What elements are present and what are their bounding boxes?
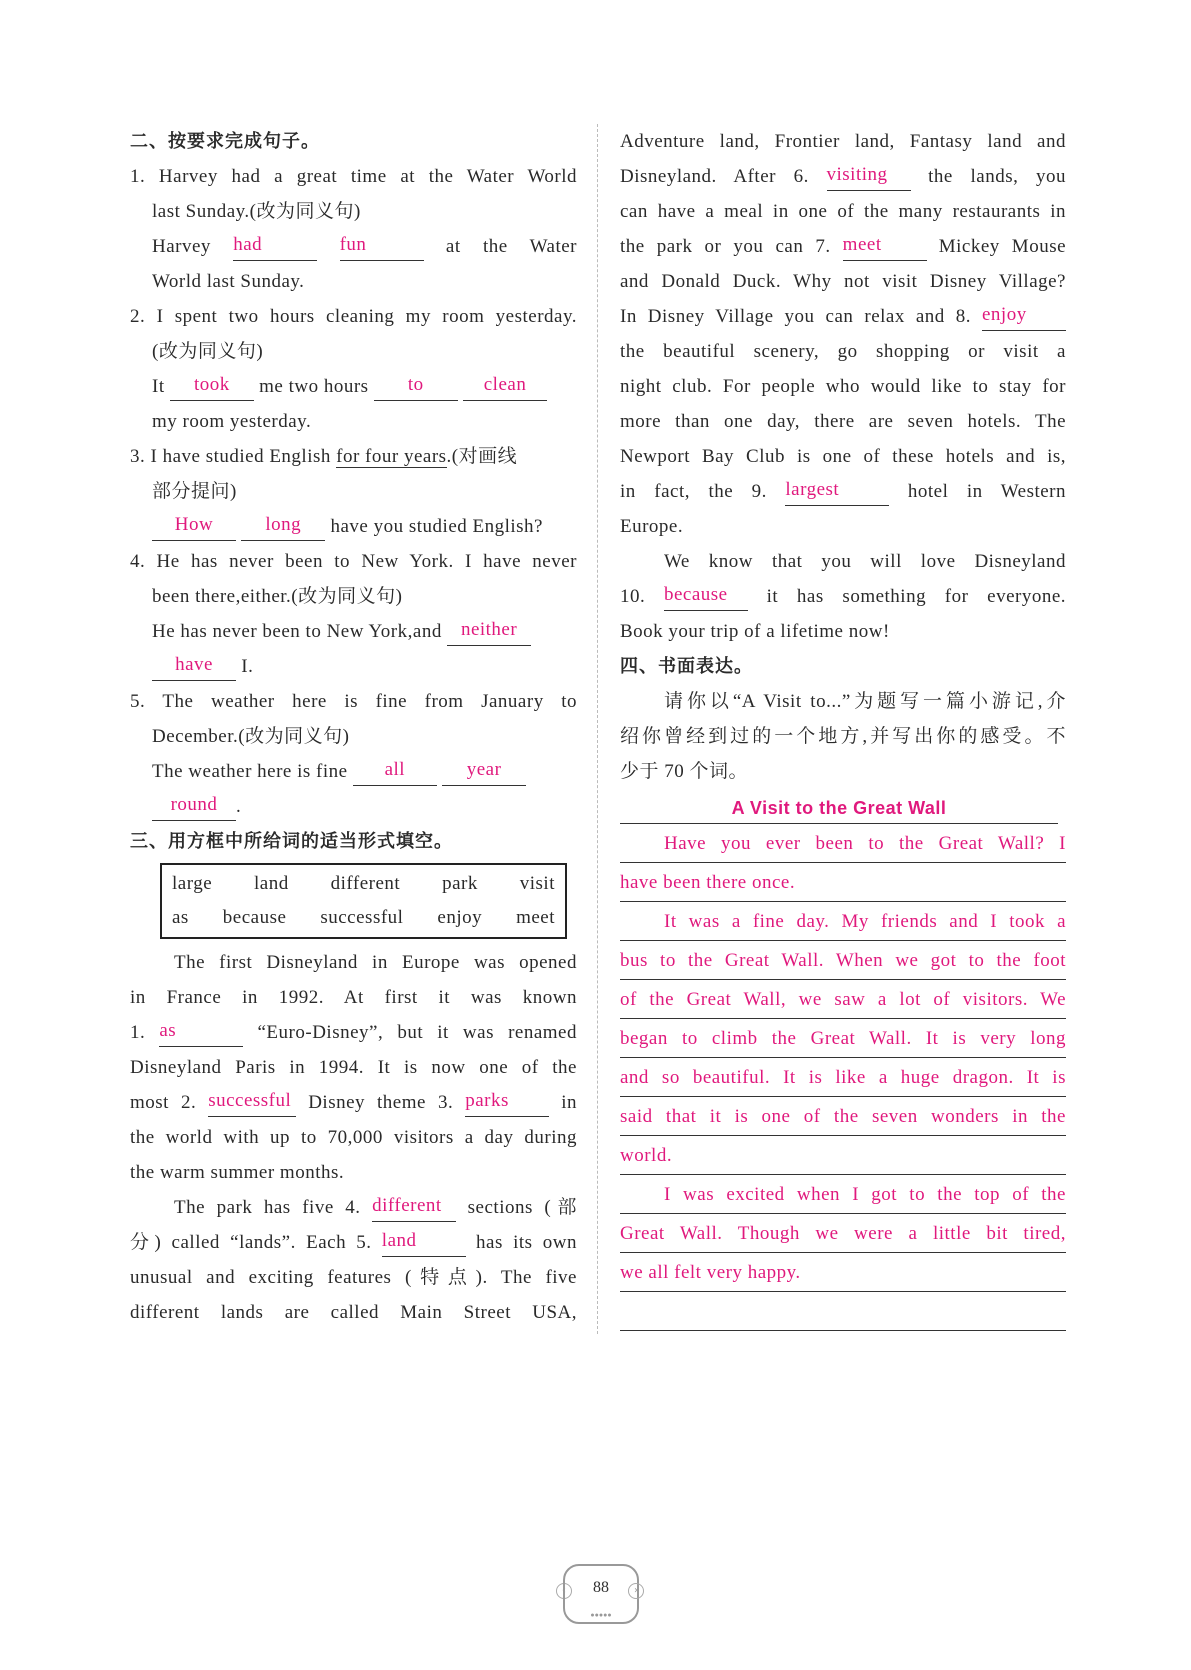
q4-pre: He has never been to New York,and [152,621,442,642]
q3-tail: have you studied English? [330,516,543,537]
r-line6-pre: In Disney Village you can relax and 8. [620,306,972,327]
r-line2 [620,159,1066,194]
writing-line: world. [620,1136,1066,1175]
q2-answer-2[interactable]: to [374,372,458,401]
r-line4 [620,229,1066,264]
p2-line2-post: has its own [476,1232,577,1253]
q2-answer-3[interactable]: clean [463,372,547,401]
q5-line2: December.(改为同义句) [152,726,350,747]
q1-pre: Harvey [152,236,211,257]
blank-6[interactable]: visiting [827,162,911,191]
p1-line3 [130,1015,577,1050]
q5-answer-3[interactable]: round [152,792,236,821]
r-line8: night club. For people who would like to stay for [620,376,1066,397]
q4-answer-2[interactable]: have [152,652,236,681]
q5-answer-1[interactable]: all [353,757,437,786]
p1-line5-mid: Disney theme 3. [308,1092,454,1113]
writing-line: Great Wall. Though we were a little bit tired, [620,1214,1066,1253]
writing-line: began to climb the Great Wall. It is very long [620,1019,1066,1058]
p2-line1 [130,1190,577,1225]
r-line10: Newport Bay Club is one of these hotels and is, [620,446,1066,467]
r-line13: We know that you will love Disneyland [664,551,1066,572]
prompt-line2: 绍你曾经到过的一个地方,并写出你的感受。不 [620,726,1066,747]
writing-line-blank [620,1292,1066,1331]
writing-line: bus to the Great Wall. When we got to the foot [620,941,1066,980]
p2-line4: different lands are called Main Street USA, [130,1302,577,1323]
r-line14-post: it has something for everyone. [766,586,1067,607]
q5-answer-line2 [130,789,577,824]
p1-line3-post: “Euro-Disney”, but it was renamed [257,1022,577,1043]
r-line4-post: Mickey Mouse [938,236,1067,257]
q1-line1: 1. Harvey had a great time at the Water World [130,166,577,187]
q2-line2: (改为同义句) [152,341,264,362]
q3-post: .(对画线 [446,446,518,467]
r-line6 [620,299,1066,334]
q1-answer-line [130,229,577,264]
word-box-row1: large land different park visit [172,873,555,894]
r-line11-pre: in fact, the 9. [620,481,767,502]
r-line3: can have a meal in one of the many restaurants in [620,201,1066,222]
writing-line: Have you ever been to the Great Wall? I [620,824,1066,863]
chevron-right-icon: › [628,1583,644,1599]
p2-line3: unusual and exciting features (特点). The five [130,1267,577,1288]
r-line4-pre: the park or you can 7. [620,236,831,257]
page-number: 88 [593,1579,609,1596]
q2-line4: my room yesterday. [152,411,312,432]
blank-10[interactable]: because [664,582,748,611]
blank-7[interactable]: meet [843,232,927,261]
writing-line: we all felt very happy. [620,1253,1066,1292]
writing-line: have been there once. [620,863,1066,902]
q3-underlined: for four years [336,446,447,467]
p1-line5-pre: most 2. [130,1092,197,1113]
q4-line2: been there,either.(改为同义句) [152,586,403,607]
r-line12: Europe. [620,516,684,537]
p2-line2-pre: 分) called “lands”. Each 5. [130,1232,372,1253]
blank-3[interactable]: parks [465,1088,549,1117]
blank-5[interactable]: land [382,1228,466,1257]
q1-answer-1[interactable]: had [233,232,317,261]
r-line14-pre: 10. [620,586,646,607]
r-line9: more than one day, there are seven hotels. The [620,411,1066,432]
word-box [160,863,567,939]
q1-answer-2[interactable]: fun [340,232,424,261]
p2-line2 [130,1225,577,1260]
q3-answer-line [130,509,577,544]
q4-tail: I. [241,656,254,677]
writing-line: said that it is one of the seven wonders in the [620,1097,1066,1136]
writing-title: A Visit to the Great Wall [620,789,1058,824]
blank-2[interactable]: successful [208,1088,296,1117]
section2-heading: 二、按要求完成句子。 [130,131,320,152]
q1-line4: World last Sunday. [152,271,305,292]
q5-line1: 5. The weather here is fine from January to [130,691,577,712]
q5-answer-line [130,754,577,789]
r-line2-pre: Disneyland. After 6. [620,166,809,187]
prompt-line1: 请你以“A Visit to...”为题写一篇小游记,介 [664,691,1066,712]
q4-answer-1[interactable]: neither [447,617,531,646]
r-line2-post: the lands, you [928,166,1066,187]
writing-line: I was excited when I got to the top of the [620,1175,1066,1214]
q4-line1: 4. He has never been to New York. I have never [130,551,577,572]
decorative-dots: ●●●●● [590,1611,612,1619]
q4-answer-line2 [130,649,577,684]
q3-line2: 部分提问) [152,481,237,502]
r-line11-post: hotel in Western [907,481,1067,502]
chevron-left-icon: ‹ [556,1583,572,1599]
blank-8[interactable]: enjoy [982,302,1066,331]
writing-line: of the Great Wall, we saw a lot of visitors. We [620,980,1066,1019]
q3-pre: 3. I have studied English [130,446,337,467]
q5-answer-2[interactable]: year [442,757,526,786]
section3-heading: 三、用方框中所给词的适当形式填空。 [130,831,453,852]
q2-line1: 2. I spent two hours cleaning my room yesterday. [130,306,577,327]
column-divider [597,124,598,1334]
q1-post: at the Water [445,236,578,257]
r-line7: the beautiful scenery, go shopping or visit a [620,341,1066,362]
prompt-line3: 少于 70 个词。 [620,761,749,782]
blank-1[interactable]: as [159,1018,243,1047]
blank-9[interactable]: largest [785,477,889,506]
r-line15: Book your trip of a lifetime now! [620,621,890,642]
q2-answer-1[interactable]: took [170,372,254,401]
r-line5: and Donald Duck. Why not visit Disney Village? [620,271,1066,292]
q3-answer-2[interactable]: long [241,512,325,541]
p1-line6: the world with up to 70,000 visitors a day during [130,1127,577,1148]
right-column [620,124,1066,1331]
r-line11 [620,474,1066,509]
p1-line5 [130,1085,577,1120]
p2-line1-post: sections (部 [467,1197,578,1218]
p1-line7: the warm summer months. [130,1162,345,1183]
p1-line4: Disneyland Paris in 1994. It is now one of the [130,1057,577,1078]
q2-pre: It [152,376,165,397]
left-column [130,124,577,1330]
writing-line: and so beautiful. It is like a huge dragon. It is [620,1058,1066,1097]
q3-answer-1[interactable]: How [152,512,236,541]
p1-line2: in France in 1992. At first it was known [130,987,577,1008]
q5-pre: The weather here is fine [152,761,348,782]
p1-line1: The first Disneyland in Europe was opened [174,952,577,973]
q2-answer-line [130,369,577,404]
r-line14 [620,579,1066,614]
q5-tail: . [236,796,242,817]
p1-line3-pre: 1. [130,1022,146,1043]
p2-line1-pre: The park has five 4. [174,1197,361,1218]
section4-heading: 四、书面表达。 [620,656,753,677]
word-box-row2: as because successful enjoy meet [172,907,555,928]
writing-line: It was a fine day. My friends and I took a [620,902,1066,941]
writing-area[interactable] [620,824,1066,1331]
q2-mid: me two hours [259,376,369,397]
q3-line1 [130,439,577,474]
p1-line5-post: in [561,1092,577,1113]
r-line1: Adventure land, Frontier land, Fantasy land and [620,131,1066,152]
q4-answer-line [130,614,577,649]
blank-4[interactable]: different [372,1193,456,1222]
q1-line2: last Sunday.(改为同义句) [152,201,361,222]
